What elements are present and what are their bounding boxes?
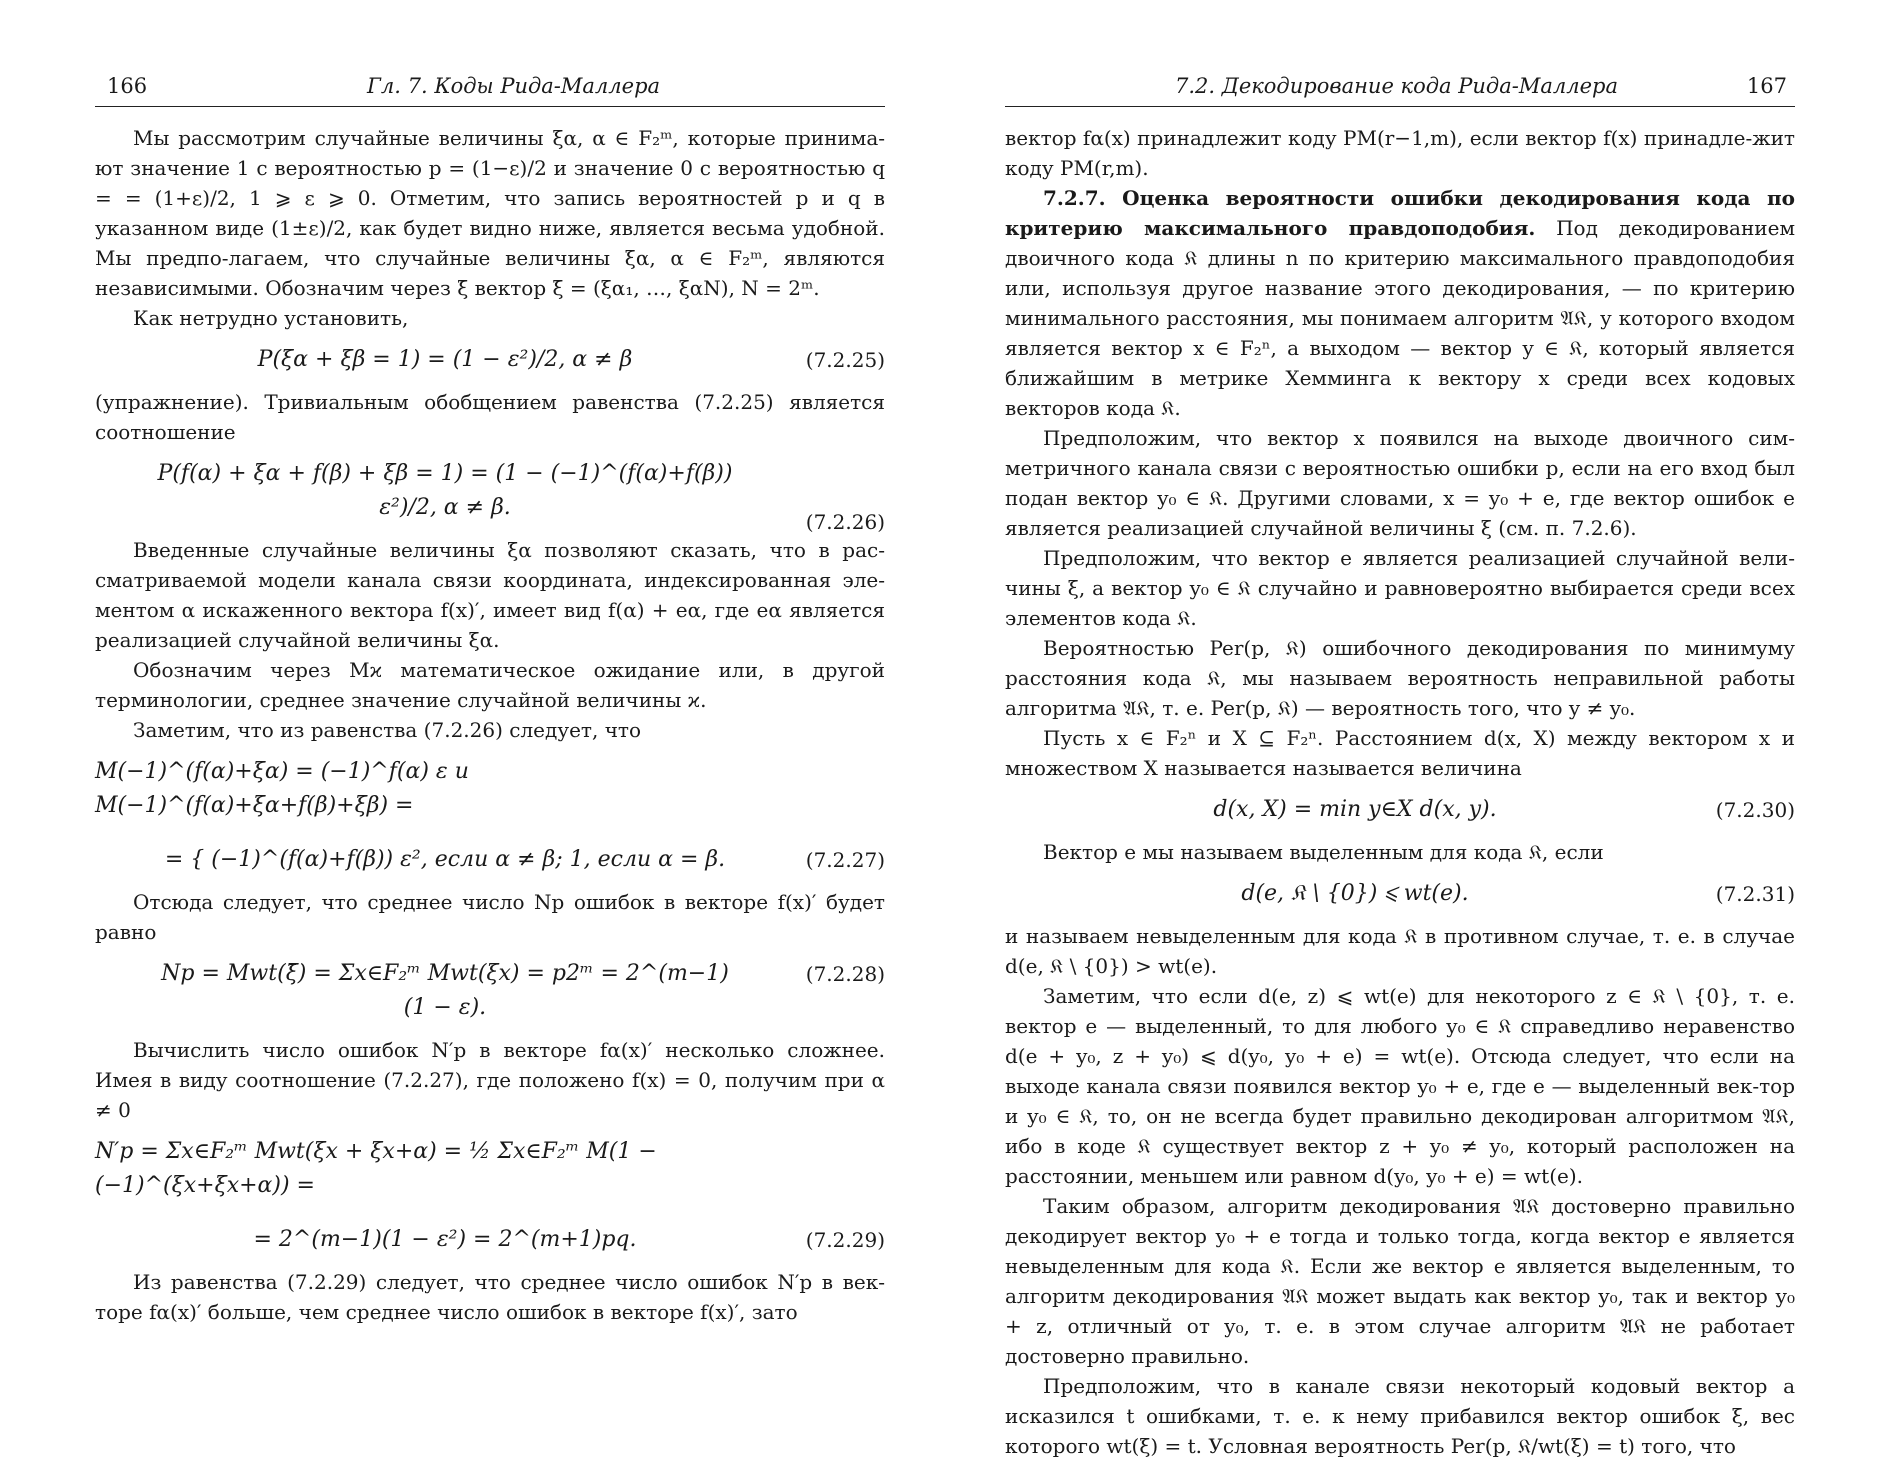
- equation-number: (7.2.31): [1715, 882, 1795, 906]
- left-page: [95, 70, 885, 1327]
- equation-formula: = { (−1)^(f(α)+f(β)) ε², если α ≠ β; 1, если α = β.: [164, 847, 726, 872]
- equation-number: (7.2.30): [1715, 798, 1795, 822]
- equation-number: (7.2.26): [805, 510, 885, 534]
- paragraph: Предположим, что вектор x появился на выходе двоичного сим-метричного канала связи с вероятностью ошибки p, если на его вход был подан вектор y₀ ∈ 𝔎. Другими словами, x = y₀ + e, где вектор ошибок e является реализацией случайной величины ξ (см. п. 7.2.6).: [1005, 426, 1795, 540]
- equation: [1005, 867, 1795, 921]
- paragraph: Заметим, что если d(e, z) ⩽ wt(e) для некоторого z ∈ 𝔎 \ {0}, т. е. вектор e — выделенный, то для любого y₀ ∈ 𝔎 справедливо неравенство d(e + y₀, z + y₀) ⩽ d(y₀, y₀ + e) = wt(e). Отсюда следует, что если на выходе канала связи появился вектор y₀ + e, где e — выделенный век-тор и y₀ ∈ 𝔎, то, он не всегда будет правильно декодирован алгоритмом 𝔄𝔎, ибо в коде 𝔎 существует вектор z + y₀ ≠ y₀, который расположен на расстоянии, меньшем или равном d(y₀, y₀ + e) = wt(e).: [1005, 984, 1795, 1188]
- equation-formula: M(−1)^(f(α)+ξα) = (−1)^f(α) ε и M(−1)^(f(α)+ξα+f(β)+ξβ) =: [95, 759, 469, 818]
- equation: [95, 1213, 885, 1267]
- right-page-header: [1005, 70, 1795, 107]
- left-page-header: [95, 70, 885, 107]
- paragraph: Вектор e мы называем выделенным для кода 𝔎, если: [1043, 840, 1604, 864]
- equation: [1005, 783, 1795, 837]
- equation-number: (7.2.29): [805, 1228, 885, 1252]
- equation-number: (7.2.28): [805, 962, 885, 986]
- equation-number: (7.2.27): [805, 848, 885, 872]
- equation: [95, 947, 885, 1035]
- equation-formula: P(ξα + ξβ = 1) = (1 − ε²)/2, α ≠ β: [257, 347, 633, 372]
- equation-formula: = 2^(m−1)(1 − ε²) = 2^(m+1)pq.: [253, 1227, 637, 1252]
- running-head: Гл. 7. Коды Рида-Маллера: [367, 74, 661, 98]
- equation-formula: P(f(α) + ξα + f(β) + ξβ = 1) = (1 − (−1)^(f(α)+f(β)) ε²)/2, α ≠ β.: [157, 461, 733, 520]
- section-text: Под декодированием двоичного кода 𝔎 длины n по критерию максимального правдоподобия или, используя другое название этого декодирования, — по критерию минимального расстояния, мы понимаем алгоритм 𝔄𝔎, у которого входом является вектор x ∈ F₂ⁿ, а выходом — вектор y ∈ 𝔎, который является ближайшим в метрике Хемминга к вектору x среди всех кодовых векторов кода 𝔎.: [1005, 216, 1795, 420]
- paragraph: Заметим, что из равенства (7.2.26) следует, что: [133, 718, 642, 742]
- equation: [95, 333, 885, 387]
- paragraph: Обозначим через Mϰ математическое ожидание или, в другой терминологии, среднее значение случайной величины ϰ.: [95, 658, 885, 712]
- paragraph: Вычислить число ошибок N′p в векторе fα(x)′ несколько сложнее. Имея в виду соотношение (7.2.27), где положено f(x) = 0, получим при α ≠ 0: [95, 1038, 885, 1122]
- equation-number: (7.2.25): [805, 348, 885, 372]
- running-head: 7.2. Декодирование кода Рида-Маллера: [1175, 74, 1618, 98]
- equation-formula: d(x, X) = min y∈X d(x, y).: [1213, 797, 1497, 822]
- equation-formula: Np = Mwt(ξ̄) = Σx∈F₂ᵐ Mwt(ξx) = p2ᵐ = 2^(m−1)(1 − ε).: [161, 961, 729, 1020]
- paragraph: Предположим, что в канале связи некоторый кодовый вектор a исказился t ошибками, т. е. к нему прибавился вектор ошибок ξ, вес которого wt(ξ) = t. Условная вероятность Per(p, 𝔎/wt(ξ) = t) того, что: [1005, 1374, 1795, 1458]
- paragraph: Пусть x ∈ F₂ⁿ и X ⊆ F₂ⁿ. Расстоянием d(x, X) между вектором x и множеством X называется называется величина: [1005, 726, 1795, 780]
- equation-formula: N′p = Σx∈F₂ᵐ Mwt(ξx + ξx+α) = ½ Σx∈F₂ᵐ M(1 − (−1)^(ξx+ξx+α)) =: [95, 1139, 657, 1198]
- equation-formula: d(e, 𝔎 \ {0}) ⩽ wt(e).: [1241, 881, 1469, 906]
- paragraph: вектор fα(x) принадлежит коду PM(r−1,m), если вектор f(x) принадле-жит коду PM(r,m).: [1005, 126, 1795, 180]
- paragraph: Как нетрудно установить,: [133, 306, 409, 330]
- page-number: 166: [107, 74, 148, 98]
- paragraph: и называем невыделенным для кода 𝔎 в противном случае, т. е. в случае d(e, 𝔎 \ {0}) > wt(e).: [1005, 924, 1795, 978]
- equation: [95, 833, 885, 887]
- paragraph: Мы рассмотрим случайные величины ξα, α ∈ F₂ᵐ, которые принима-ют значение 1 с вероятностью p = (1−ε)/2 и значение 0 с вероятностью q = = (1+ε)/2, 1 ⩾ ε ⩾ 0. Отметим, что запись вероятностей p и q в указанном виде (1±ε)/2, как будет видно ниже, является весьма удобной. Мы предпо-лагаем, что случайные величины ξα, α ∈ F₂ᵐ, являются независимыми. Обозначим через ξ̄ вектор ξ̄ = (ξα₁, …, ξαN), N = 2ᵐ.: [95, 126, 885, 300]
- paragraph: Вероятностью Per(p, 𝔎) ошибочного декодирования по минимуму расстояния кода 𝔎, мы называем вероятность неправильной работы алгоритма 𝔄𝔎, т. е. Per(p, 𝔎) — вероятность того, что y ≠ y₀.: [1005, 636, 1795, 720]
- paragraph: Из равенства (7.2.29) следует, что среднее число ошибок N′p в век-торе fα(x)′ больше, чем среднее число ошибок в векторе f(x)′, зато: [95, 1270, 885, 1324]
- paragraph: Отсюда следует, что среднее число Np ошибок в векторе f(x)′ будет равно: [95, 890, 885, 944]
- paragraph: Таким образом, алгоритм декодирования 𝔄𝔎 достоверно правильно декодирует вектор y₀ + e тогда и только тогда, когда вектор e является невыделенным для кода 𝔎. Если же вектор e является выделенным, то алгоритм декодирования 𝔄𝔎 может выдать как вектор y₀, так и вектор y₀ + z, отличный от y₀, т. е. в этом случае алгоритм 𝔄𝔎 не работает достоверно правильно.: [1005, 1194, 1795, 1368]
- paragraph: Введенные случайные величины ξα позволяют сказать, что в рас-сматриваемой модели канала связи координата, индексированная эле-ментом α искаженного вектора f(x)′, имеет вид f(α) + eα, где eα является реализацией случайной величины ξα.: [95, 538, 885, 652]
- equation: [95, 447, 885, 535]
- section-heading: 7.2.7. Оценка вероятности ошибки декодирования кода по критерию максимального правдоподобия.: [1005, 186, 1795, 240]
- equation: [95, 745, 885, 833]
- page-number: 167: [1746, 74, 1787, 98]
- section-paragraph: [1005, 183, 1795, 423]
- paragraph: (упражнение). Тривиальным обобщением равенства (7.2.25) является соотношение: [95, 390, 885, 444]
- equation: [95, 1125, 885, 1213]
- right-page: [1005, 70, 1795, 1461]
- paragraph: Предположим, что вектор e является реализацией случайной вели-чины ξ, а вектор y₀ ∈ 𝔎 случайно и равновероятно выбирается среди всех элементов кода 𝔎.: [1005, 546, 1795, 630]
